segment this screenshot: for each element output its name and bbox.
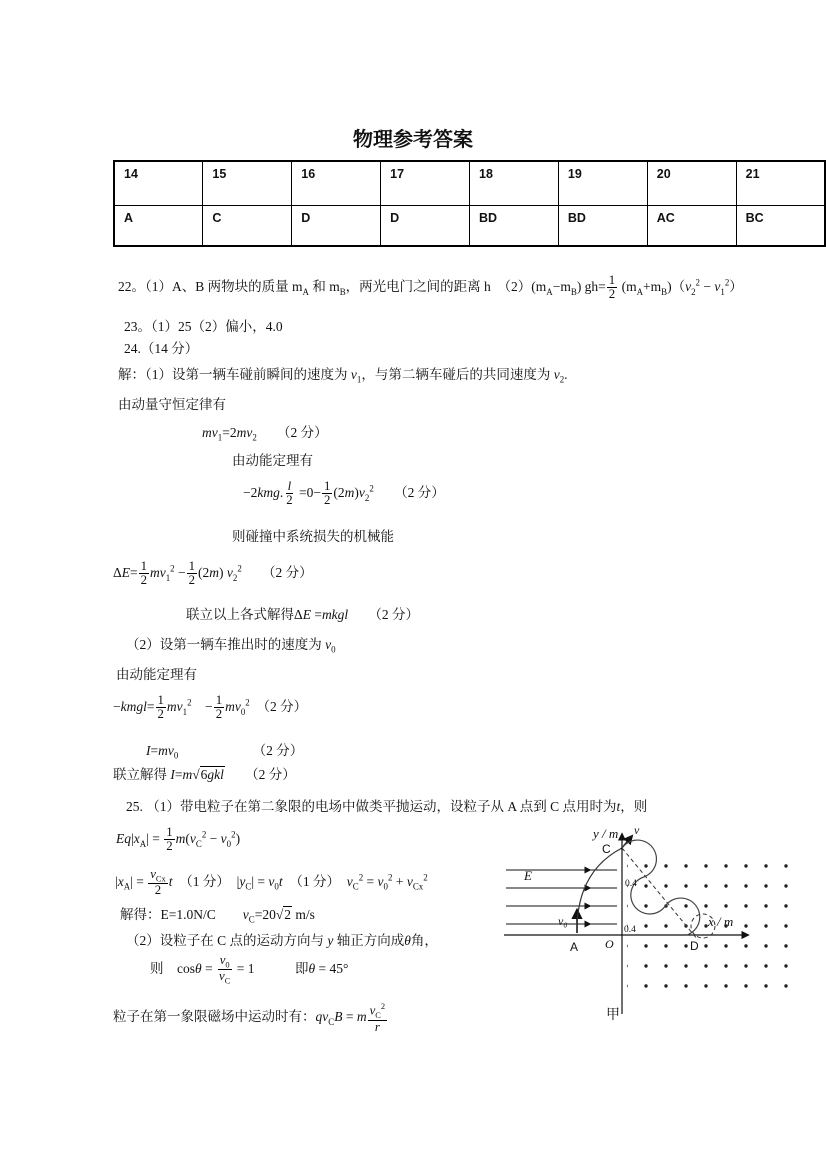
question-number-cell: 16 — [292, 161, 381, 206]
point-d-label: D — [690, 939, 699, 953]
answer-cell: BD — [470, 206, 559, 247]
question-number-cell: 15 — [203, 161, 292, 206]
solution-equation: −kmgl= $\frac{1}{2}$ $mv_1^2$ − $\frac{1}{2}$ $mv_0^2$ （2 分） — [113, 693, 308, 722]
answer-table-answer-row — [114, 206, 825, 247]
question-25-heading: 25. （1）带电粒子在第二象限的电场中做类平抛运动，设粒子从 A 点到 C 点用时为t，则 — [126, 799, 648, 814]
solution-line: 由动能定理有 — [116, 667, 197, 682]
answer-cell: A — [114, 206, 203, 247]
answer-table — [113, 160, 826, 247]
answer-cell: C — [203, 206, 292, 247]
point-c-label: C — [602, 842, 611, 856]
answer-table-header-row — [114, 161, 825, 206]
question-number-cell: 18 — [470, 161, 559, 206]
answer-cell: BD — [558, 206, 647, 247]
answer-cell: BC — [736, 206, 825, 247]
e-field-label: E — [524, 868, 532, 883]
solution-line: 联立以上各式解得ΔE =mkgl （2 分） — [186, 607, 420, 622]
question-22-answer: 22。（1）A、B 两物块的质量 $m_A$ 和 $m_B$，两光电门之间的距离 h $(2)(m_A-m_B)$ gh= $\frac{1}{2}$ $(m_A+m_B)(v_2^2 - v_1^2)$ — [118, 273, 743, 302]
y-axis-label: y / m — [593, 826, 619, 841]
solution-line: （2）设第一辆车推出时的速度为 $v_0$ — [126, 637, 336, 655]
page-title: 物理参考答案 — [353, 127, 473, 151]
x-axis-label: x / m — [708, 914, 734, 929]
figure-25-diagram — [500, 820, 826, 1022]
v-label: v — [634, 823, 640, 837]
question-number-cell: 21 — [736, 161, 825, 206]
solution-line: 解：（1）设第一辆车碰前瞬间的速度为 $v_1$，与第二辆车碰后的共同速度为 $v_2$. — [118, 367, 568, 385]
origin-label: O — [605, 937, 614, 951]
answer-cell: D — [292, 206, 381, 247]
solution-line: 解得：E=1.0N/C $v_C=20√2$ m/s — [120, 907, 315, 925]
y-axis-tick-04: 0.4 — [625, 879, 637, 889]
solution-equation: $I=mv_0$ （2 分） — [146, 743, 304, 761]
question-number-cell: 20 — [647, 161, 736, 206]
question-number-cell: 17 — [381, 161, 470, 206]
answer-cell: AC — [647, 206, 736, 247]
solution-equation: $mv_1=2mv_2$ （2 分） — [202, 425, 328, 443]
solution-equation: ΔE= $\frac{1}{2}$ $mv_1^2$ − $\frac{1}{2}$ (2m) $v_2^2$ （2 分） — [113, 559, 313, 588]
solution-equation: 联立解得 I=m√6gkl （2 分） — [113, 767, 296, 782]
solution-line: （2）设粒子在 C 点的运动方向与 y 轴正方向成θ角， — [126, 933, 438, 948]
point-a-label: A — [570, 940, 579, 954]
question-number-cell: 14 — [114, 161, 203, 206]
solution-equation: $Eq|x_A|$ = $\frac{1}{2}$ $m(v_C^2 - v_0^2)$ — [116, 825, 241, 854]
solution-equation: −2kmg. $\frac{l}{2}$ =0− $\frac{1}{2}$ $(2m)v_2^2$ （2 分） — [243, 479, 445, 508]
x-axis-tick-04: 0.4 — [624, 925, 636, 935]
solution-line: 由动量守恒定律有 — [118, 397, 226, 412]
figure-caption: 甲 — [606, 1008, 620, 1022]
question-23-answer: 23。（1）25（2）偏小，4.0 — [124, 319, 283, 334]
solution-line: 由动能定理有 — [232, 453, 313, 468]
question-number-cell: 19 — [558, 161, 647, 206]
parabolic-trajectory — [577, 848, 622, 933]
solution-line: 则碰撞中系统损失的机械能 — [232, 529, 394, 544]
solution-equation: 粒子在第一象限磁场中运动时有：$qv_CB = m$ $\frac{v_C^2}{r}$ — [113, 1001, 386, 1034]
v0-label: v₀ — [558, 914, 568, 928]
solution-equation: 则 cosθ = $\frac{v_0}{v_C}$ = 1 即θ = 45° — [150, 953, 349, 987]
solution-equation: $|x_A|$ = $\frac{v_{Cx}}{2}$ t （1 分） $|y_C| = v_0t$ （1 分） $v_C^2 = v_0^2 + v_{Cx}^2$ — [115, 867, 428, 898]
answer-cell: D — [381, 206, 470, 247]
question-24-heading: 24.（14 分） — [124, 341, 199, 356]
